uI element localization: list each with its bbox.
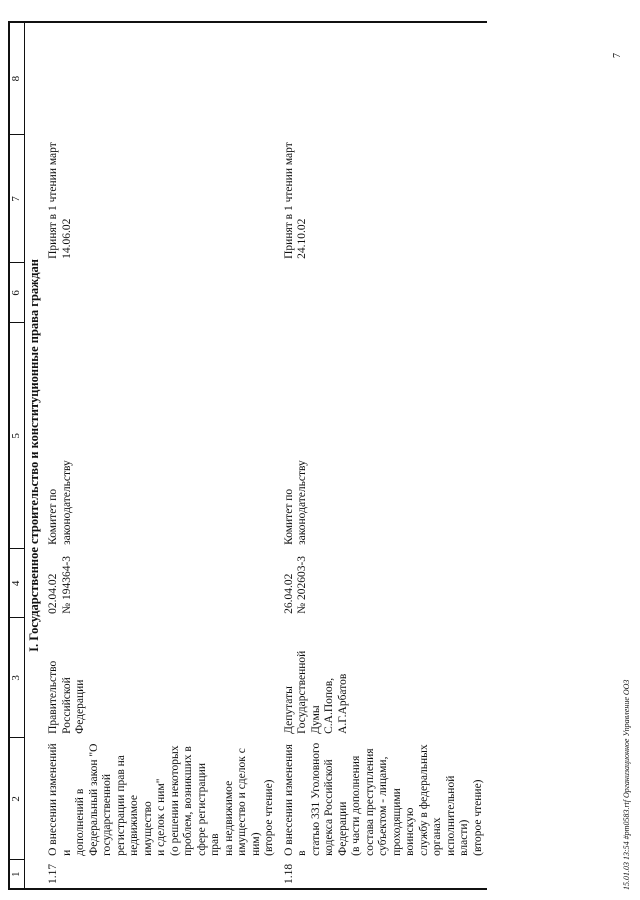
- column-header: 1: [9, 860, 24, 889]
- column-number-header-row: [9, 22, 24, 889]
- row-number: 1.18: [279, 860, 488, 889]
- responsible-committee: Комитет по законодательству: [47, 460, 73, 545]
- bill-status: Принят в 1 чтении март 14.06.02: [47, 142, 73, 259]
- table-row: [43, 22, 279, 889]
- page-number: 7: [612, 53, 623, 58]
- table-row: [279, 22, 488, 889]
- bill-title: О внесении изменения в статью 331 Уголовного кодекса Российской Федерации (в части дополнения состава преступления субъектом - лицами, проходящими воинскую службу в федеральных органах исполнительной власти) (второе чтение): [282, 742, 484, 856]
- bill-status: Принят в 1 чтении март 24.10.02: [282, 142, 308, 259]
- bill-title: О внесении изменений и дополнений в Федеральный закон "О государственной регистрации прав на недвижимое имущество и сделок с ним" (о решении некоторых проблем, возникших в сфере регистрации прав на недвижимое имущество и сделок с ним) (второе чтение): [47, 743, 275, 856]
- column-header: 8: [9, 22, 24, 135]
- column-header: 5: [9, 323, 24, 549]
- column-header: 7: [9, 135, 24, 263]
- column-header: 4: [9, 549, 24, 618]
- responsible-committee: Комитет по законодательству: [282, 460, 308, 545]
- bill-date-number: 26.04.02 № 202603-3: [282, 555, 308, 614]
- column-header: 3: [9, 618, 24, 738]
- column-header: 2: [9, 738, 24, 860]
- bill-date-number: 02.04.02 № 194364-3: [47, 555, 73, 614]
- legislation-table: [8, 21, 487, 890]
- bill-author: Правительство Российской Федерации: [47, 660, 86, 734]
- bill-author: Депутаты Государственной Думы С.А.Попов, А.Г.Арбатов: [282, 650, 349, 734]
- section-title: I. Государственное строительство и конституционные права граждан: [24, 22, 43, 889]
- print-footer: 15.01.03 13:54 #pm0583.rtf Организационное Управление ООЗ: [622, 679, 631, 890]
- row-number: 1.17: [43, 860, 279, 889]
- column-header: 6: [9, 263, 24, 323]
